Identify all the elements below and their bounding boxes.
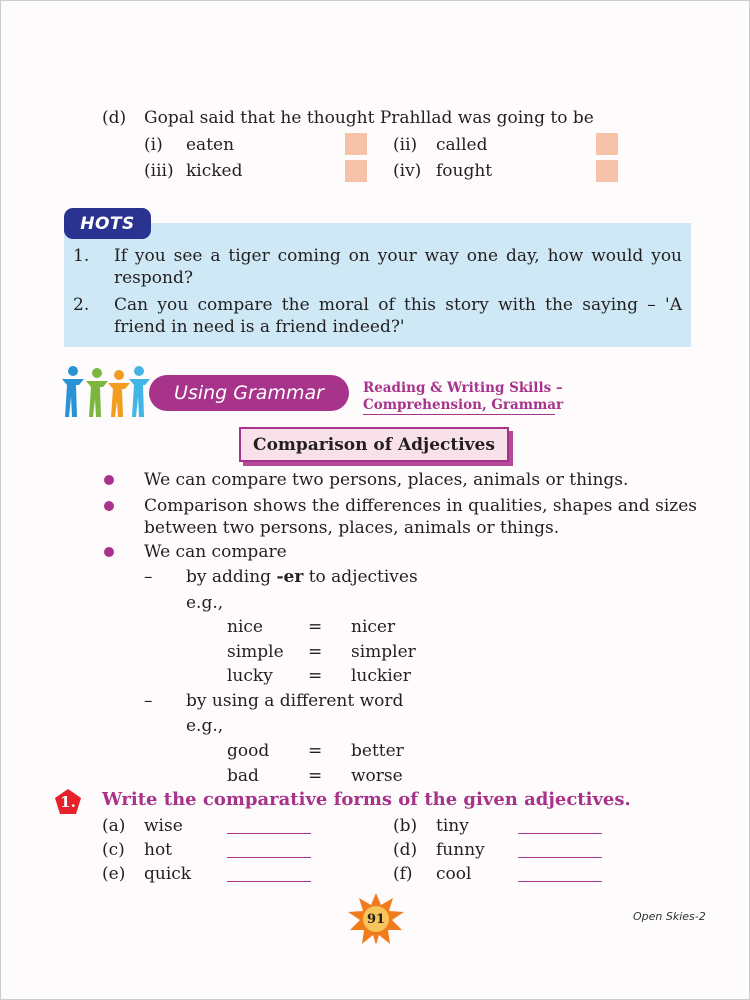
bullet-icon <box>104 475 114 485</box>
section-title: Comparison of Adjectives <box>239 427 509 462</box>
exercise-title: Write the comparative forms of the given adjectives. <box>102 789 631 810</box>
dash: – <box>144 567 153 587</box>
item-word: funny <box>436 840 485 860</box>
dash: – <box>144 691 153 711</box>
example-word: nice <box>227 617 263 637</box>
option-num: (iv) <box>393 161 422 181</box>
exercise-number: 1. <box>60 792 76 811</box>
equals-sign: = <box>308 766 323 786</box>
hots-item-text: Can you compare the moral of this story with the saying – 'A friend in need is a friend indeed?' <box>114 295 682 337</box>
example-result: luckier <box>351 666 411 686</box>
option-text: fought <box>436 161 493 181</box>
skills-underline <box>363 414 555 415</box>
item-word: wise <box>144 816 183 836</box>
answer-box[interactable] <box>345 160 367 182</box>
bullet-text: We can compare two persons, places, animals or things. <box>144 470 629 490</box>
equals-sign: = <box>308 642 323 662</box>
option-num: (iii) <box>144 161 174 181</box>
bullet-icon <box>104 501 114 511</box>
item-word: hot <box>144 840 173 860</box>
answer-box[interactable] <box>596 133 618 155</box>
hots-item-number: 2. <box>73 295 90 315</box>
answer-line[interactable] <box>227 857 311 858</box>
item-label: (a) <box>102 816 126 836</box>
equals-sign: = <box>308 666 323 686</box>
bullet-text: We can compare <box>144 542 287 562</box>
equals-sign: = <box>308 741 323 761</box>
example-word: lucky <box>227 666 273 686</box>
equals-sign: = <box>308 617 323 637</box>
method-2: by using a different word <box>186 691 404 711</box>
answer-box[interactable] <box>345 133 367 155</box>
using-grammar-banner: Using Grammar <box>149 375 349 411</box>
item-label: (b) <box>393 816 418 836</box>
option-num: (i) <box>144 135 163 155</box>
example-result: better <box>351 741 404 761</box>
example-result: worse <box>351 766 403 786</box>
page-number: 91 <box>366 911 386 927</box>
item-word: cool <box>436 864 472 884</box>
option-text: called <box>436 135 488 155</box>
method-1-prefix: by adding <box>186 567 277 587</box>
example-word: bad <box>227 766 259 786</box>
method-1-suffix: to adjectives <box>303 567 418 587</box>
option-num: (ii) <box>393 135 418 155</box>
hots-item-text: If you see a tiger coming on your way one day, how would you respond? <box>114 246 682 288</box>
method-1 <box>186 566 418 588</box>
item-label: (c) <box>102 840 125 860</box>
skills-line-1: Reading & Writing Skills – <box>363 380 563 396</box>
question-label: (d) <box>102 108 127 128</box>
option-text: eaten <box>186 135 235 155</box>
answer-line[interactable] <box>227 881 311 882</box>
hots-item-number: 1. <box>73 246 90 266</box>
answer-box[interactable] <box>596 160 618 182</box>
answer-line[interactable] <box>518 833 602 834</box>
answer-line[interactable] <box>518 857 602 858</box>
skills-line-2: Comprehension, Grammar <box>363 397 564 413</box>
bullet-text: Comparison shows the differences in qualities, shapes and sizes <box>144 496 698 516</box>
kids-group-icon <box>59 363 151 419</box>
example-word: simple <box>227 642 284 662</box>
item-label: (f) <box>393 864 413 884</box>
eg-label: e.g., <box>186 716 224 736</box>
bullet-text: between two persons, places, animals or things. <box>144 518 560 538</box>
book-title: Open Skies-2 <box>633 910 706 923</box>
example-result: nicer <box>351 617 396 637</box>
hots-badge: HOTS <box>64 208 151 239</box>
answer-line[interactable] <box>227 833 311 834</box>
bullet-icon <box>104 547 114 557</box>
option-text: kicked <box>186 161 243 181</box>
item-label: (e) <box>102 864 126 884</box>
eg-label: e.g., <box>186 593 224 613</box>
item-label: (d) <box>393 840 418 860</box>
item-word: quick <box>144 864 192 884</box>
question-text: Gopal said that he thought Prahllad was going to be <box>144 108 594 128</box>
answer-line[interactable] <box>518 881 602 882</box>
example-result: simpler <box>351 642 416 662</box>
example-word: good <box>227 741 270 761</box>
item-word: tiny <box>436 816 469 836</box>
method-1-suffix-bold: -er <box>276 567 304 587</box>
